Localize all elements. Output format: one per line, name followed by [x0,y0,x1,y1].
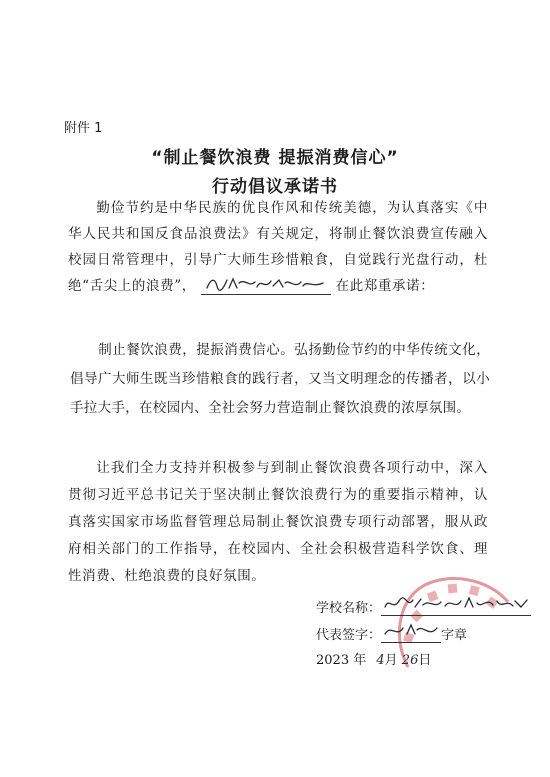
handwritten-school-name-inline [201,274,331,295]
call-to-action-text: 让我们全力支持并积极参与到制止餐饮浪费各项行动中，深入贯彻习近平总书记关于坚决制止餐饮浪费行为的重要指示精神，认真落实国家市场监督管理总局制止餐饮浪费专项行动部署，服从政府相关部门的工作指导，在校园内、全社会积极营造科学饮食、理性消费、杜绝浪费的良好氛围。 [68,460,488,584]
date-row [316,649,431,668]
representative-signature [381,624,441,643]
attachment-label: 附件 1 [64,121,103,136]
date-month: 4 [376,653,385,668]
date-year: 2023 年 [316,653,367,668]
intro-text: 勤俭节约是中华民族的优良作风和传统美德，为认真落实《中华人民共和国反食品浪费法》有关规定，将制止餐饮浪费宣传融入校园日常管理中，引导广大师生珍惜粮食，自觉践行光盘行动，杜绝“舌尖上的浪费”， [68,200,488,294]
title-line-2: 行动倡议承诺书 [212,177,338,197]
date-month-label: 月 [384,653,398,668]
representative-extra: 字章 [441,628,468,643]
paragraph-intro [68,195,488,299]
school-name-label: 学校名称： [316,601,382,616]
paragraph-call-to-action [68,455,488,590]
school-name-signature [381,597,531,616]
commitment-text: 制止餐饮浪费，提振消费信心。弘扬勤俭节约的中华传统文化，倡导广大师生既当珍惜粮食的践行者，又当文明理念的传播者，以小手拉大手，在校园内、全社会努力营造制止餐饮浪费的浓厚氛围。 [70,342,490,416]
representative-label: 代表签字： [316,628,382,643]
paragraph-commitment [70,336,490,423]
intro-text-end: 在此郑重承诺： [335,278,435,294]
date-day-label: 日 [418,653,432,668]
school-name-row [316,597,531,616]
representative-row [316,624,467,643]
title-line-1: “制止餐饮浪费 提振消费信心” [151,148,399,168]
date-day: 26 [401,653,419,668]
